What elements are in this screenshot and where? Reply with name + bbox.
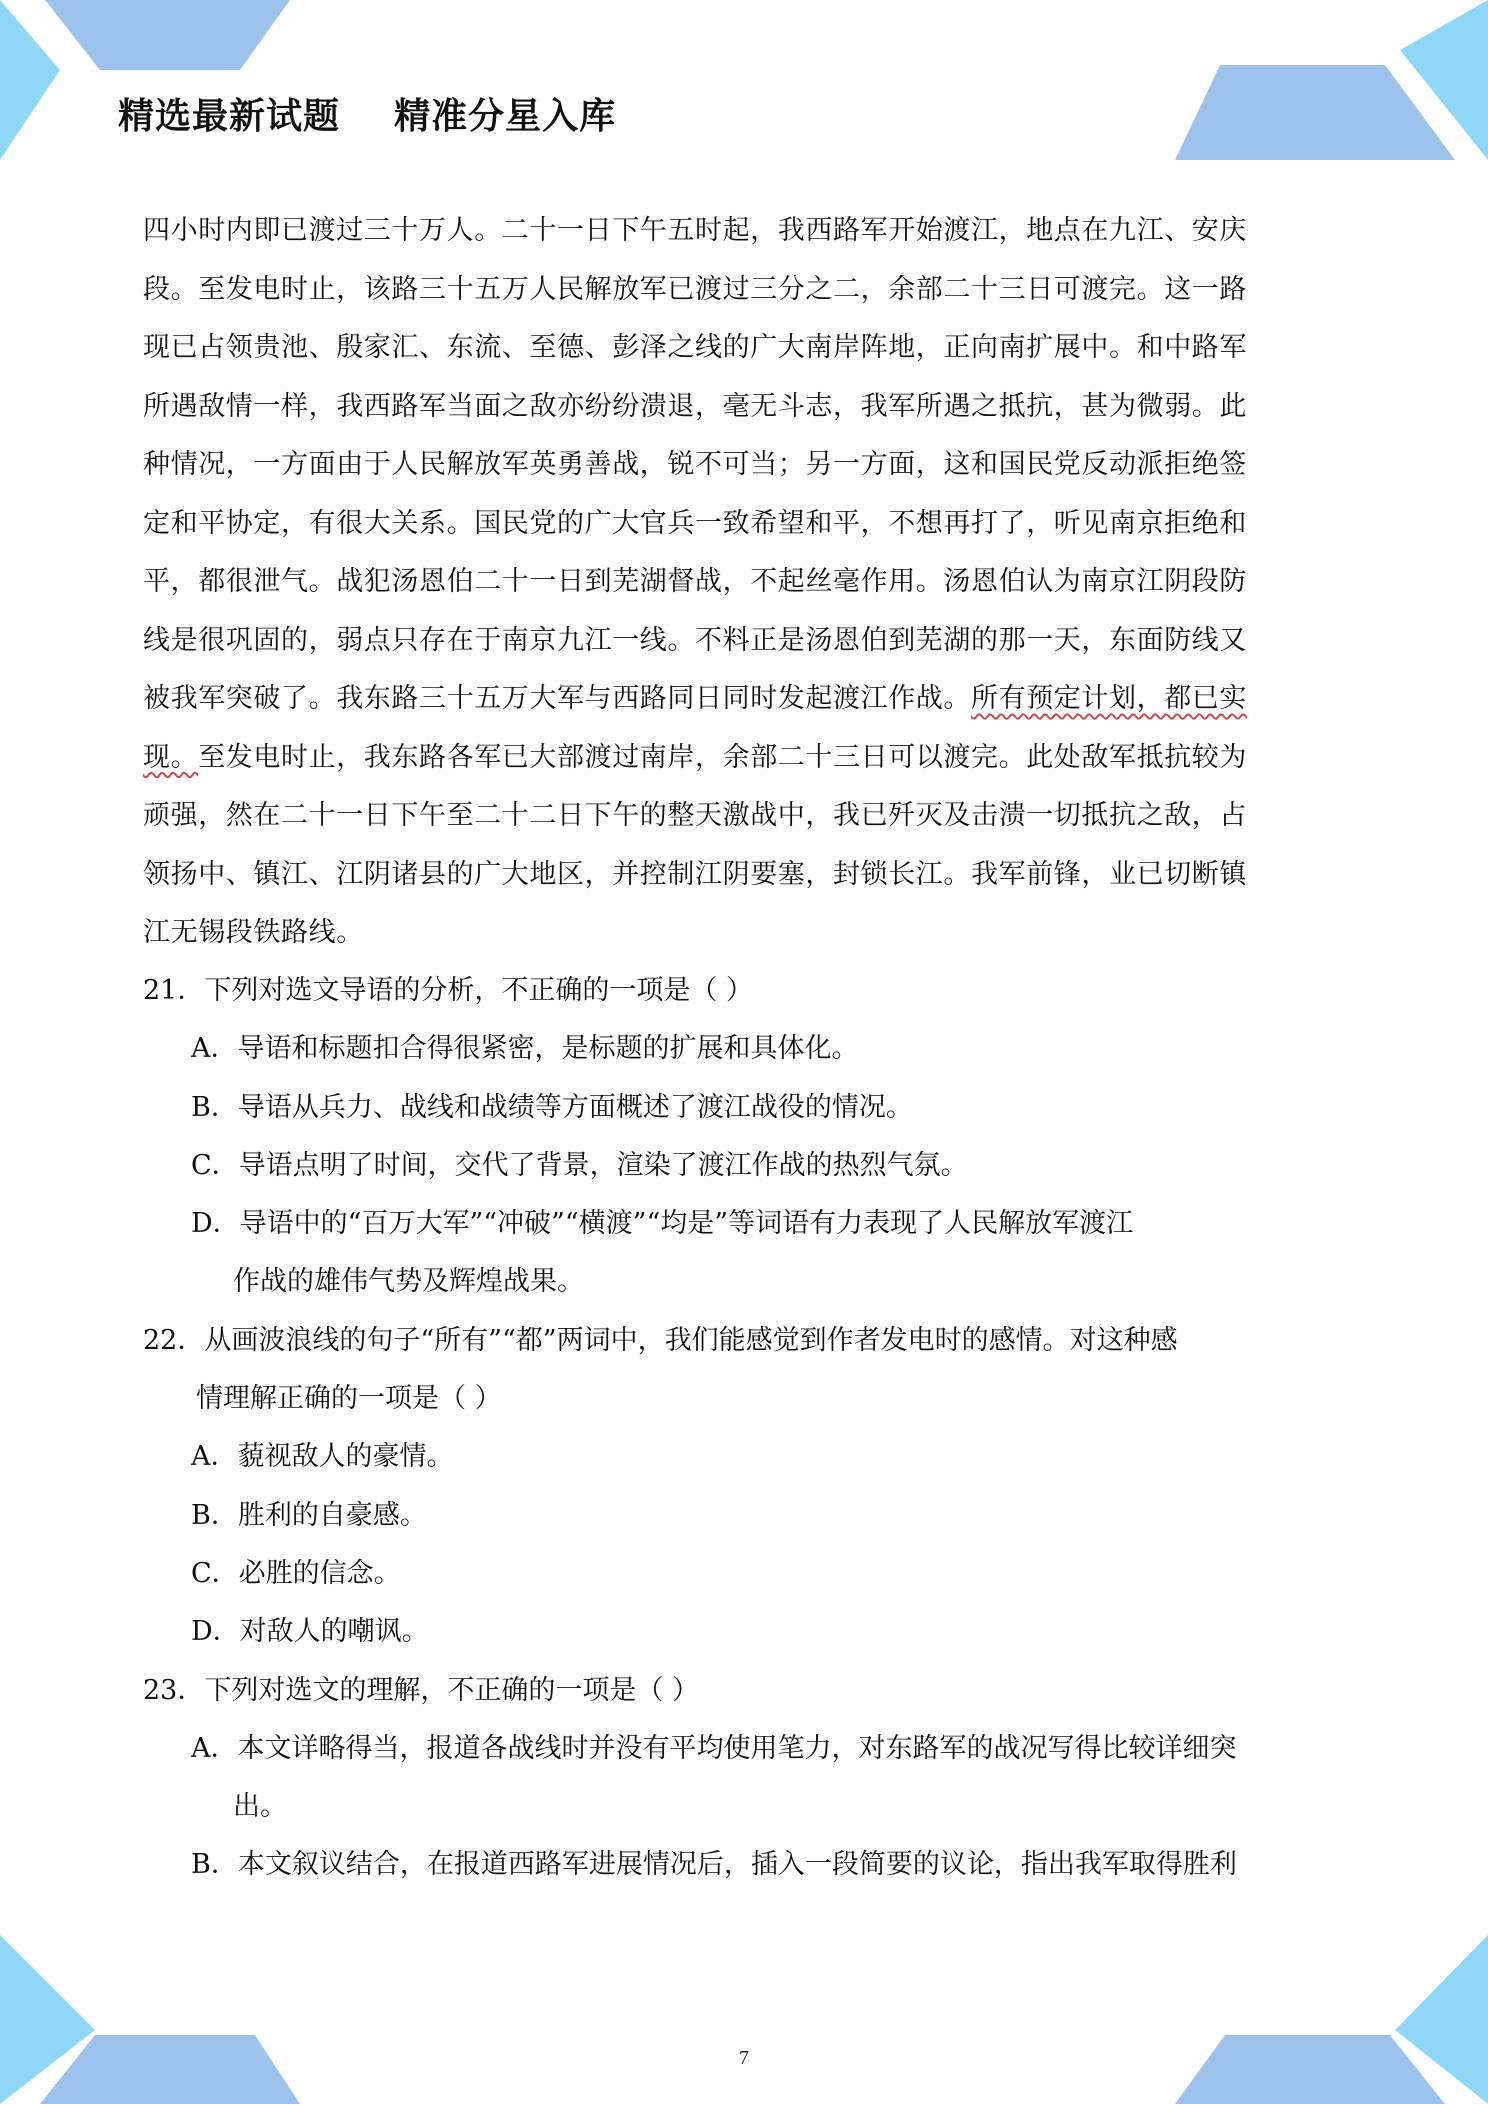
question-21-option-a: A．导语和标题扣合得很紧密，是标题的扩展和具体化。 [191,1033,859,1065]
corner-trapezoid-top-right [1175,65,1455,160]
passage-line: 线是很巩固的，弱点只存在于南京九江一线。不料正是汤恩伯到芜湖的那一天，东面防线又 [143,624,1247,656]
question-list [143,962,1353,1895]
question-23-option-a-cont: 出。 [233,1791,287,1823]
header-title: 精选最新试题 精准分星入库 [118,96,617,137]
question-22-option-a: A．藐视敌人的豪情。 [191,1441,454,1473]
passage-line: 定和平协定，有很大关系。国民党的广大官兵一致希望和平，不想再打了，听见南京拒绝和 [143,507,1247,539]
corner-triangle-top-left [0,0,60,160]
question-21-stem: 21．下列对选文导语的分析，不正确的一项是（ ） [143,975,753,1006]
question-22-option-b: B．胜利的自豪感。 [191,1499,427,1531]
passage-line: 段。至发电时止，该路三十五万人民解放军已渡过三分之二，余部二十三日可渡完。这一路 [143,273,1247,305]
question-21-option-d-cont: 作战的雄伟气势及辉煌战果。 [233,1266,584,1298]
passage-line: 四小时内即已渡过三十万人。二十一日下午五时起，我西路军开始渡江，地点在九江、安庆 [143,215,1247,246]
wavy-underlined-sentence-end: 现。 [143,741,199,773]
passage-line: 平，都很泄气。战犯汤恩伯二十一日到芜湖督战，不起丝毫作用。汤恩伯认为南京江阴段防 [143,566,1247,597]
passage-line: 现已占领贵池、殷家汇、东流、至德、彭泽之线的广大南岸阵地，正向南扩展中。和中路军 [143,332,1247,363]
passage-line: 顽强，然在二十一日下午至二十二日下午的整天激战中，我已歼灭及击溃一切抵抗之敌，占 [143,800,1247,831]
passage-line: 所遇敌情一样，我西路军当面之敌亦纷纷溃退，毫无斗志，我军所遇之抵抗，甚为微弱。此 [143,390,1247,422]
question-22-option-c: C．必胜的信念。 [191,1557,401,1589]
question-22-stem: 22．从画波浪线的句子“所有”“都”两词中，我们能感觉到作者发电时的感情。对这种感 [143,1324,1178,1356]
question-23-option-b: B．本文叙议结合，在报道西路军进展情况后，插入一段简要的议论，指出我军取得胜利 [191,1849,1237,1881]
question-22-option-d: D．对敌人的嘲讽。 [191,1616,429,1648]
question-21-option-d: D．导语中的“百万大军”“冲破”“横渡”“均是”等词语有力表现了人民解放军渡江 [191,1208,1134,1240]
news-passage [143,202,1343,963]
question-23-stem: 23．下列对选文的理解，不正确的一项是（ ） [143,1674,699,1706]
passage-line: 江无锡段铁路线。 [143,917,364,948]
passage-line [143,670,1343,729]
passage-text: 被我军突破了。我东路三十五万大军与西路同日同时发起渡江作战。 [143,683,971,714]
passage-line [143,729,1343,788]
passage-text: 至发电时止，我东路各军已大部渡过南岸，余部二十三日可以渡完。此处敌军抵抗较为 [198,741,1248,773]
page-number: 7 [739,2047,749,2069]
question-21-option-c: C．导语点明了时间，交代了背景，渲染了渡江作战的热烈气氛。 [191,1149,968,1181]
wavy-underlined-sentence: 所有预定计划，都已实 [971,683,1247,714]
question-23-option-a: A．本文详略得当，报道各战线时并没有平均使用笔力，对东路军的战况写得比较详细突 [191,1732,1237,1764]
passage-line: 领扬中、镇江、江阴诸县的广大地区，并控制江阴要塞，封锁长江。我军前锋，业已切断镇 [143,858,1247,890]
question-22-stem-cont: 情理解正确的一项是（ ） [196,1383,502,1415]
corner-trapezoid-top-left [45,0,290,70]
passage-line: 种情况，一方面由于人民解放军英勇善战，锐不可当；另一方面，这和国民党反动派拒绝签 [143,449,1247,480]
question-21-option-b: B．导语从兵力、战线和战绩等方面概述了渡江战役的情况。 [191,1091,913,1123]
